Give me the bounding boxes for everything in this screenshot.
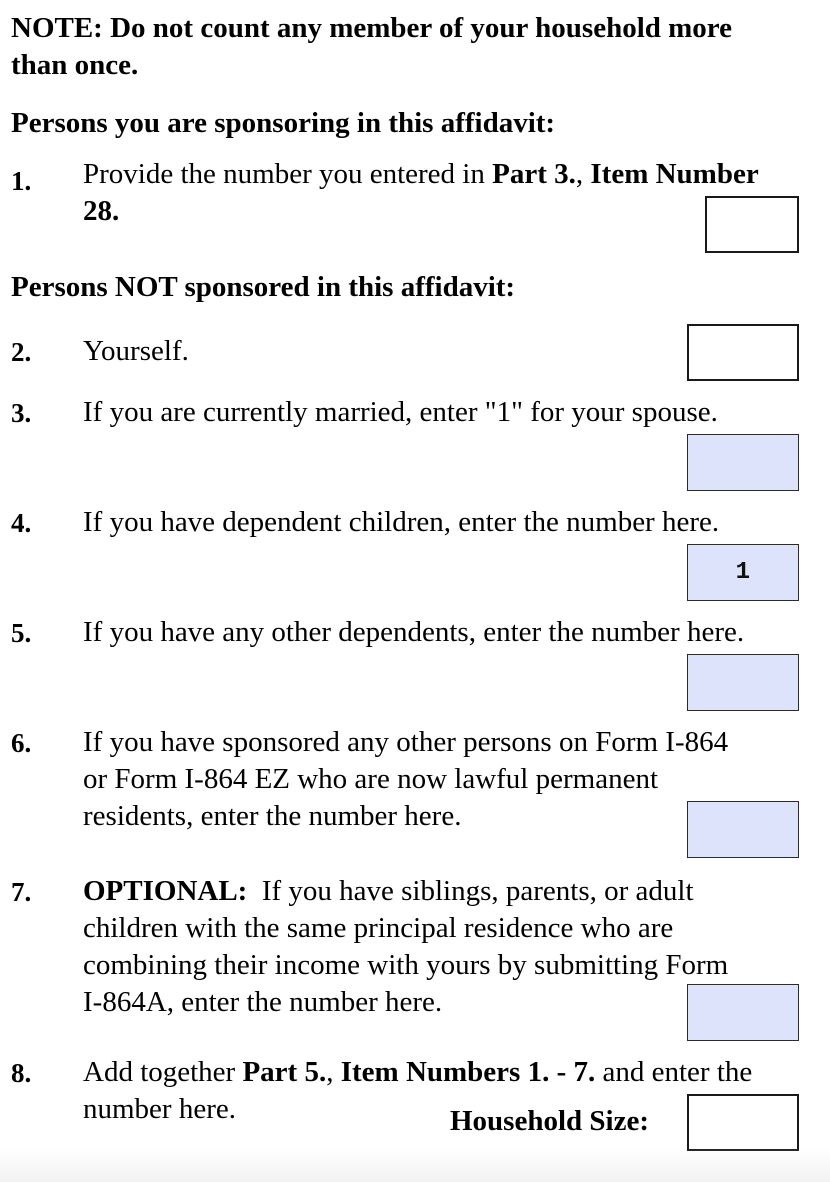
household-size-field[interactable] xyxy=(687,1094,799,1151)
note-line-1: NOTE: Do not count any member of your household more xyxy=(11,12,733,44)
item-8-text-line-2: number here. xyxy=(83,1093,236,1125)
item-4-number: 4. xyxy=(11,508,32,538)
item-2-field[interactable] xyxy=(687,324,799,381)
item-7-text-line-4: I-864A, enter the number here. xyxy=(83,986,443,1018)
item-2-text: Yourself. xyxy=(83,335,189,367)
section-heading-sponsored: Persons you are sponsoring in this affidavit: xyxy=(11,107,556,139)
item-1-field[interactable] xyxy=(705,196,799,253)
item-6-text-line-1: If you have sponsored any other persons on Form I-864 xyxy=(83,726,729,758)
item-6-number: 6. xyxy=(11,728,32,758)
item-7-number: 7. xyxy=(11,877,32,907)
item-5-number: 5. xyxy=(11,618,32,648)
item-6-text-line-2: or Form I-864 EZ who are now lawful permanent xyxy=(83,763,659,795)
item-1-text: Provide the number you entered in Part 3., Item Number xyxy=(83,158,759,190)
note-line-2: than once. xyxy=(11,49,139,81)
item-6-text-line-3: residents, enter the number here. xyxy=(83,800,462,832)
household-size-label: Household Size: xyxy=(450,1105,649,1137)
item-1-number: 1. xyxy=(11,166,32,196)
item-3-field[interactable] xyxy=(687,434,799,491)
item-4-text: If you have dependent children, enter the number here. xyxy=(83,506,720,538)
item-1-text-line-2: 28. xyxy=(83,195,120,227)
item-5-text: If you have any other dependents, enter the number here. xyxy=(83,616,745,648)
item-7-text-line-3: combining their income with yours by submitting Form xyxy=(83,949,729,981)
item-8-text: Add together Part 5., Item Numbers 1. - 7. and enter the xyxy=(83,1056,753,1088)
item-2-number: 2. xyxy=(11,337,32,367)
section-heading-not-sponsored: Persons NOT sponsored in this affidavit: xyxy=(11,271,516,303)
item-7-field[interactable] xyxy=(687,984,799,1041)
item-7-text-line-1: OPTIONAL: If you have siblings, parents, or adult xyxy=(83,875,694,907)
item-5-field[interactable] xyxy=(687,654,799,711)
bottom-fade xyxy=(0,1148,830,1182)
item-3-text: If you are currently married, enter "1" for your spouse. xyxy=(83,396,718,428)
item-7-text-line-2: children with the same principal residence who are xyxy=(83,912,674,944)
item-8-number: 8. xyxy=(11,1058,32,1088)
item-6-field[interactable] xyxy=(687,801,799,858)
item-4-field[interactable]: 1 xyxy=(687,544,799,601)
item-3-number: 3. xyxy=(11,398,32,428)
